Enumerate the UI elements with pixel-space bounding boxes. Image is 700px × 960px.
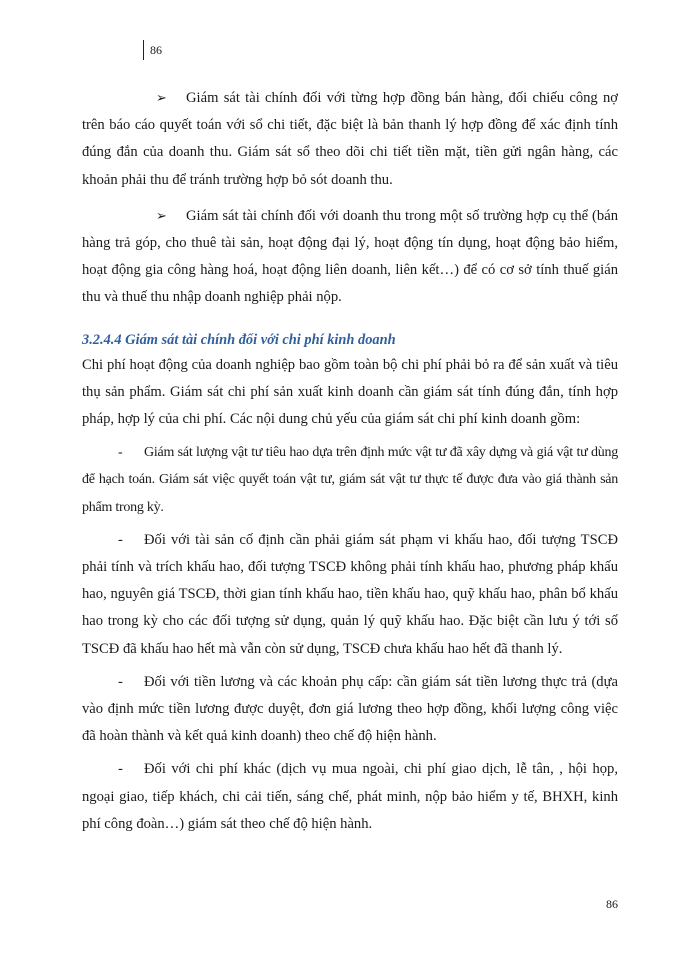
bullet-text-1: Giám sát tài chính đối với từng hợp đồng bán hàng, đối chiếu công nợ trên báo cáo quyết toán với sổ chi tiết, đặc biệt là bản thanh lý hợp đồng để xác định tính đúng đắn của doanh thu. Giám sát sổ theo dõi chi tiết tiền mặt, tiền gửi ngân hàng, các khoản phải thu để tránh trường hợp bỏ sót doanh thu. bbox=[82, 90, 618, 188]
page-footer bbox=[606, 897, 618, 912]
list-item-2 bbox=[82, 527, 618, 663]
intro-paragraph: Chi phí hoạt động của doanh nghiệp bao gồm toàn bộ chi phí phải bỏ ra để sản xuất và tiêu thụ sản phẩm. Giám sát chi phí sản xuất kinh doanh cần giám sát tính đúng đắn, tính hợp pháp, hợp lý của chi phí. Các nội dung chủ yếu của giám sát chi phí kinh doanh gồm: bbox=[82, 356, 618, 428]
section-heading: 3.2.4.4 Giám sát tài chính đối với chi phí kinh doanh bbox=[82, 331, 396, 348]
header-page-number: 86 bbox=[150, 43, 162, 57]
list-item-3 bbox=[82, 669, 618, 751]
list-item-text-1: Giám sát lượng vật tư tiêu hao dựa trên định mức vật tư đã xây dựng và giá vật tư dùng để hạch toán. Giám sát việc quyết toán vật tư, giám sát vật tư thực tế được đưa vào giá thành sản phẩm trong kỳ. bbox=[82, 445, 618, 515]
arrow-bullet-icon: ➢ bbox=[156, 207, 167, 223]
list-item-1 bbox=[82, 439, 618, 521]
page-body bbox=[82, 84, 618, 838]
dash-bullet: - bbox=[118, 673, 123, 690]
dash-bullet: - bbox=[118, 445, 123, 461]
bullet-paragraph-2 bbox=[82, 202, 618, 312]
footer-page-number: 86 bbox=[606, 897, 618, 911]
list-item-text-3: Đối với tiền lương và các khoản phụ cấp: cần giám sát tiền lương thực trả (dựa vào định mức tiền lương được duyệt, đơn giá lương theo hợp đồng, khối lượng công việc đã hoàn thành và kết quả kinh doanh) theo chế độ hiện hành. bbox=[82, 673, 618, 745]
bullet-text-2: Giám sát tài chính đối với doanh thu trong một số trường hợp cụ thể (bán hàng trả góp, cho thuê tài sản, hoạt động đại lý, hoạt động tín dụng, hoạt động bảo hiểm, hoạt động gia công hàng hoá, hoạt động liên doanh, liên kết…) để có cơ sở tính thuế gián thu và thuế thu nhập doanh nghiệp phải nộp. bbox=[82, 207, 618, 306]
list-item-text-4: Đối với chi phí khác (dịch vụ mua ngoài, chi phí giao dịch, lễ tân, , hội họp, ngoại giao, tiếp khách, chi cải tiến, sáng chế, phát minh, nộp bảo hiểm y tế, BHXH, kinh phí công đoàn…) giám sát theo chế độ hiện hành. bbox=[82, 761, 618, 832]
bullet-paragraph-1 bbox=[82, 84, 618, 194]
dash-bullet: - bbox=[118, 761, 123, 778]
dash-bullet: - bbox=[118, 531, 123, 548]
arrow-bullet-icon: ➢ bbox=[156, 90, 167, 105]
page-header bbox=[143, 40, 162, 60]
list-item-text-2: Đối với tài sản cố định cần phải giám sát phạm vi khấu hao, đối tượng TSCĐ phải tính và trích khấu hao, đối tượng TSCĐ không phải tính khấu hao, phương pháp khấu hao, nguyên giá TSCĐ, thời gian tính khấu hao, tiền khấu hao, quỹ khấu hao, phân bổ khấu hao trong kỳ cho các đối tượng sử dụng, quản lý quỹ khấu hao. Đặc biệt cần lưu ý tới số TSCĐ đã khấu hao hết mà vẫn còn sử dụng, TSCĐ chưa khấu hao hết đã thanh lý. bbox=[82, 531, 618, 657]
list-item-4 bbox=[82, 756, 618, 838]
